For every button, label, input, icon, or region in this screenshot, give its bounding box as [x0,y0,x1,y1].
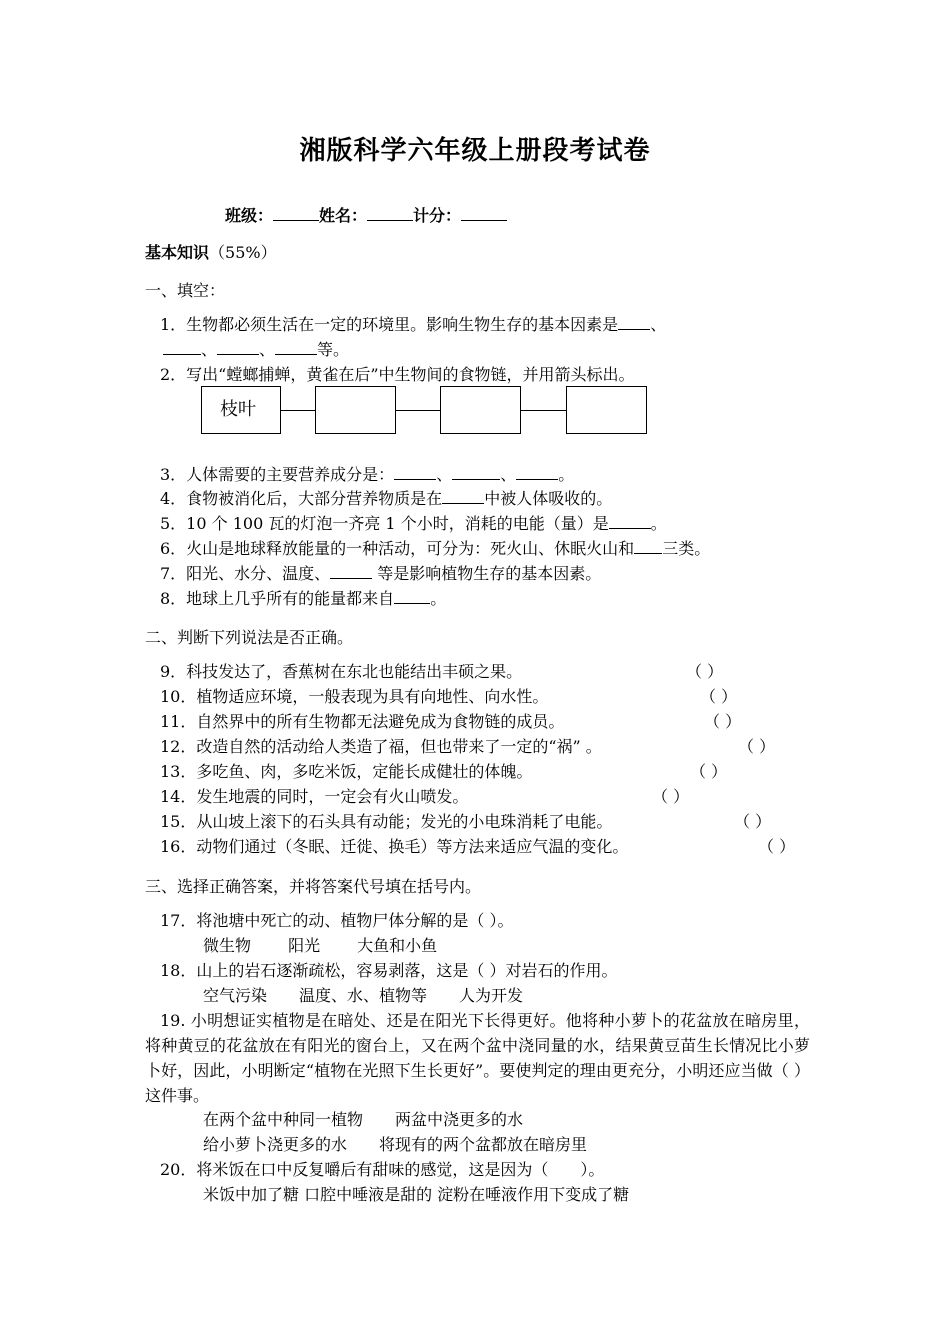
score-blank[interactable] [461,206,507,221]
judge-answer-paren[interactable]: （ ） [738,737,776,756]
judge-answer-paren[interactable]: （ ） [734,812,772,831]
answer-blank[interactable] [634,539,662,554]
judge-item: 13．多吃鱼、肉，多吃米饭，定能长成健壮的体魄。 [160,762,533,781]
answer-blank[interactable] [330,564,372,579]
answer-blank[interactable] [516,465,558,480]
answer-blank[interactable] [609,514,651,529]
question-18-options[interactable]: 空气污染 温度、水、植物等 人为开发 [203,986,524,1005]
question-17: 17．将池塘中死亡的动、植物尸体分解的是（ ）。 [160,911,514,930]
answer-blank[interactable] [442,489,484,504]
answer-blank[interactable] [163,340,201,355]
judge-item: 16．动物们通过（冬眠、迁徙、换毛）等方法来适应气温的变化。 [160,837,629,856]
judge-item: 12．改造自然的活动给人类造了福，但也带来了一定的“祸” 。 [160,737,602,756]
question-8: 8．地球上几乎所有的能量都来自 。 [160,589,447,608]
food-chain-link [281,410,315,411]
answer-blank[interactable] [452,465,500,480]
page-title: 湘版科学六年级上册段考试卷 [299,136,651,166]
judge-item: 15．从山坡上滚下的石头具有动能；发光的小电珠消耗了电能。 [160,812,613,831]
question-7: 7．阳光、水分、温度、 等是影响植物生存的基本因素。 [160,564,602,583]
food-chain-box-2[interactable] [315,386,396,434]
judge-item: 9．科技发达了，香蕉树在东北也能结出丰硕之果。 [160,662,523,681]
question-19-options-2[interactable]: 给小萝卜浇更多的水 将现有的两个盆都放在暗房里 [203,1135,588,1154]
question-3: 3．人体需要的主要营养成分是： 、 、 。 [160,465,575,484]
class-label: 班级： [225,206,274,225]
name-label: 姓名： [319,206,368,225]
section3-heading: 三、选择正确答案，并将答案代号填在括号内。 [145,877,482,896]
judge-item: 10．植物适应环境，一般表现为具有向地性、向水性。 [160,687,549,706]
answer-blank[interactable] [394,589,430,604]
food-chain-first-label: 枝叶 [220,399,256,420]
name-blank[interactable] [367,206,413,221]
question-4: 4．食物被消化后，大部分营养物质是在 中被人体吸收的。 [160,489,613,508]
judge-item: 14．发生地震的同时，一定会有火山喷发。 [160,787,469,806]
question-20-options[interactable]: 米饭中加了糖 口腔中唾液是甜的 淀粉在唾液作用下变成了糖 [203,1185,630,1204]
score-label: 计分： [413,206,462,225]
judge-answer-paren[interactable]: （ ） [652,787,690,806]
section2-heading: 二、判断下列说法是否正确。 [145,628,354,647]
food-chain-link [521,410,566,411]
judge-answer-paren[interactable]: （ ） [758,837,796,856]
food-chain-box-3[interactable] [440,386,521,434]
judge-item: 11．自然界中的所有生物都无法避免成为食物链的成员。 [160,712,565,731]
class-blank[interactable] [273,206,319,221]
food-chain-box-4[interactable] [566,386,647,434]
judge-answer-paren[interactable]: （ ） [686,662,724,681]
answer-blank[interactable] [618,315,650,330]
answer-blank[interactable] [394,465,436,480]
question-18: 18．山上的岩石逐渐疏松，容易剥落，这是（ ）对岩石的作用。 [160,961,618,980]
question-20: 20．将米饭在口中反复嚼后有甜味的感觉，这是因为（ ）。 [160,1160,605,1179]
judge-answer-paren[interactable]: （ ） [700,687,738,706]
question-2: 2．写出“螳螂捕蝉，黄雀在后”中生物间的食物链，并用箭头标出。 [160,365,635,384]
answer-blank[interactable] [217,340,259,355]
question-5: 5．10 个 100 瓦的灯泡一齐亮 1 个小时，消耗的电能（量）是 。 [160,514,667,533]
question-19-options-1[interactable]: 在两个盆中种同一植物 两盆中浇更多的水 [203,1110,524,1129]
question-1-cont: 、 、 等。 [163,338,349,362]
student-info-line [225,203,507,226]
judge-answer-paren[interactable]: （ ） [704,712,742,731]
question-17-options[interactable]: 微生物 阳光 大鱼和小鱼 [203,936,438,955]
section1-heading: 一、填空： [145,281,226,300]
question-19: 19. 小明想证实植物是在暗处、还是在阳光下长得更好。他将种小萝卜的花盆放在暗房里，将种黄豆的花盆放在有阳光的窗台上，又在两个盆中浇同量的水，结果黄豆苗生长情况比小萝卜好，因此，小明断定“植物在光照下生长更好”。要使判定的理由更充分，小明还应当做（ ）这件事。 [145,1011,810,1105]
food-chain-link [396,410,440,411]
question-6: 6．火山是地球释放能量的一种活动，可分为：死火山、休眠火山和 三类。 [160,539,711,558]
answer-blank[interactable] [275,340,317,355]
part-heading: 基本知识（55%） [145,243,277,262]
question-1: 1．生物都必须生活在一定的环境里。影响生物生存的基本因素是 、 [160,315,667,334]
judge-answer-paren[interactable]: （ ） [690,762,728,781]
